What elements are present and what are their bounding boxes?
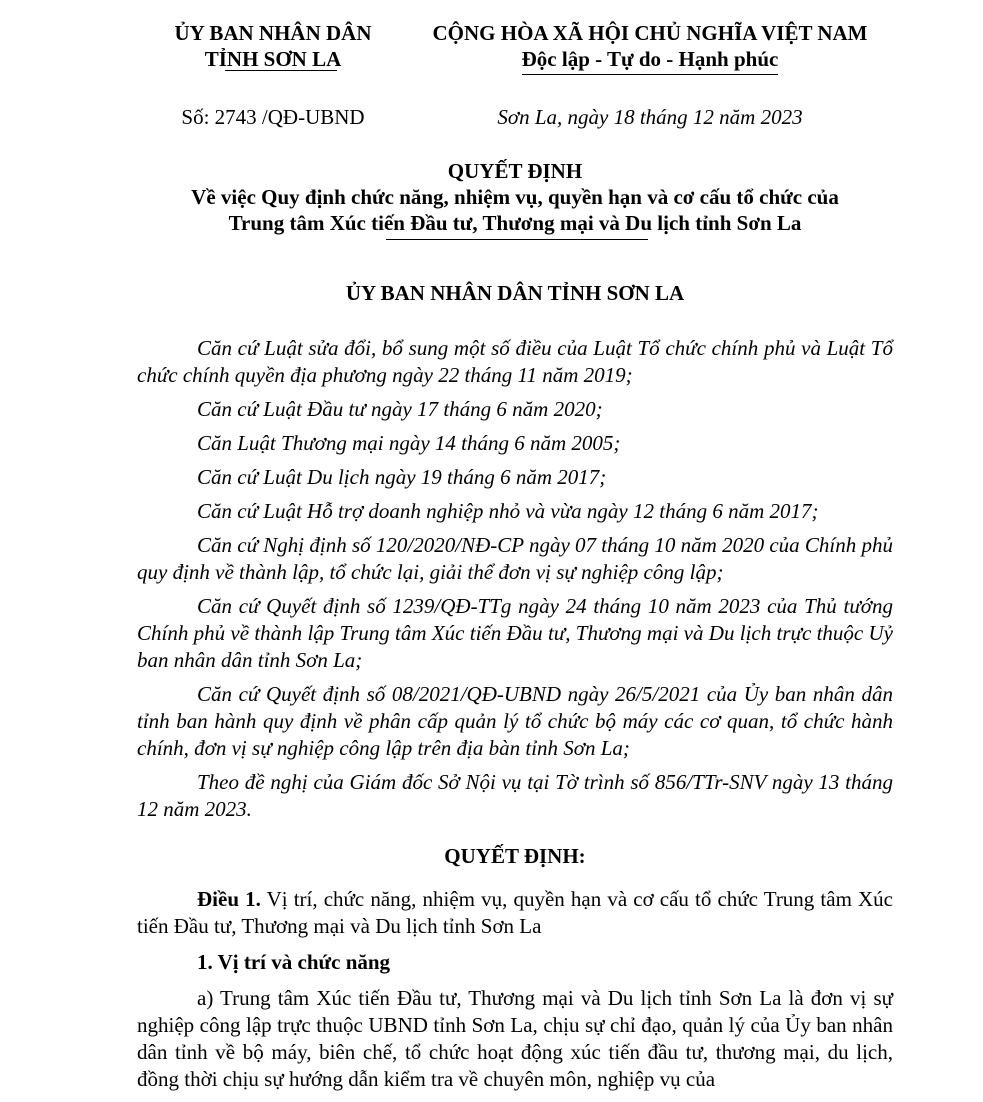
national-name: CỘNG HÒA XÃ HỘI CHỦ NGHĨA VIỆT NAM (432, 21, 868, 45)
authority-underline (225, 70, 337, 71)
article-1 (137, 886, 893, 940)
legal-basis: Căn cứ Luật sửa đổi, bổ sung một số điều của Luật Tổ chức chính phủ và Luật Tổ chức chính quyền địa phương ngày 22 tháng 11 năm 2019; (137, 336, 893, 387)
national-motto: Độc lập - Tự do - Hạnh phúc (522, 46, 779, 75)
legal-basis: Theo đề nghị của Giám đốc Sở Nội vụ tại Tờ trình số 856/TTr-SNV ngày 13 tháng 12 năm 2023. (137, 770, 893, 821)
title-main: QUYẾT ĐỊNH (447, 159, 583, 183)
issuing-authority-line1: ỦY BAN NHÂN DÂN (174, 21, 372, 45)
national-header (410, 20, 890, 75)
legal-bases (137, 335, 893, 830)
issuing-authority (148, 20, 398, 72)
title-subject-line1: Về việc Quy định chức năng, nhiệm vụ, quyền hạn và cơ cấu tổ chức của (191, 185, 839, 209)
article-1-text: Vị trí, chức năng, nhiệm vụ, quyền hạn và cơ cấu tổ chức Trung tâm Xúc tiến Đầu tư, Thương mại và Du lịch tỉnh Sơn La (137, 887, 893, 938)
title-subject-line2: Trung tâm Xúc tiến Đầu tư, Thương mại và Du lịch tỉnh Sơn La (228, 211, 802, 235)
article-1-label: Điều 1. (197, 887, 261, 911)
legal-basis: Căn cứ Luật Đầu tư ngày 17 tháng 6 năm 2020; (197, 397, 603, 421)
legal-basis: Căn cứ Luật Hỗ trợ doanh nghiệp nhỏ và vừa ngày 12 tháng 6 năm 2017; (197, 499, 819, 523)
title-underline (386, 239, 648, 240)
legal-basis: Căn cứ Quyết định số 1239/QĐ-TTg ngày 24 tháng 10 năm 2023 của Thủ tướng Chính phủ về thành lập Trung tâm Xúc tiến Đầu tư, Thương mại và Du lịch trực thuộc Uỷ ban nhân dân tỉnh Sơn La; (137, 594, 893, 672)
document-title (100, 158, 930, 236)
authority-heading: ỦY BAN NHÂN DÂN TỈNH SƠN LA (345, 281, 685, 305)
decision-body (137, 886, 893, 1102)
document-number: Số: 2743 /QĐ-UBND (181, 105, 365, 129)
decision-heading: QUYẾT ĐỊNH: (444, 844, 586, 868)
legal-basis: Căn cứ Quyết định số 08/2021/QĐ-UBND ngày 26/5/2021 của Ủy ban nhân dân tỉnh ban hành quy định về phân cấp quản lý tổ chức bộ máy các cơ quan, tổ chức hành chính, đơn vị sự nghiệp công lập trên địa bàn tỉnh Sơn La; (137, 682, 893, 760)
issuing-authority-line2: TỈNH SƠN LA (204, 47, 342, 71)
issue-date: Sơn La, ngày 18 tháng 12 năm 2023 (497, 105, 803, 129)
legal-basis: Căn cứ Nghị định số 120/2020/NĐ-CP ngày 07 tháng 10 năm 2020 của Chính phủ quy định về thành lập, tổ chức lại, giải thể đơn vị sự nghiệp công lập; (137, 533, 893, 584)
legal-basis: Căn cứ Luật Du lịch ngày 19 tháng 6 năm 2017; (197, 465, 607, 489)
paragraph-a: a) Trung tâm Xúc tiến Đầu tư, Thương mại và Du lịch tỉnh Sơn La là đơn vị sự nghiệp công lập trực thuộc UBND tỉnh Sơn La, chịu sự chỉ đạo, quản lý của Ủy ban nhân dân tỉnh về bộ máy, biên chế, tổ chức hoạt động xúc tiến đầu tư, thương mại, du lịch, đồng thời chịu sự hướng dẫn kiểm tra về chuyên môn, nghiệp vụ của (137, 986, 893, 1091)
section-1-heading: 1. Vị trí và chức năng (197, 950, 391, 974)
legal-basis: Căn Luật Thương mại ngày 14 tháng 6 năm 2005; (197, 431, 621, 455)
